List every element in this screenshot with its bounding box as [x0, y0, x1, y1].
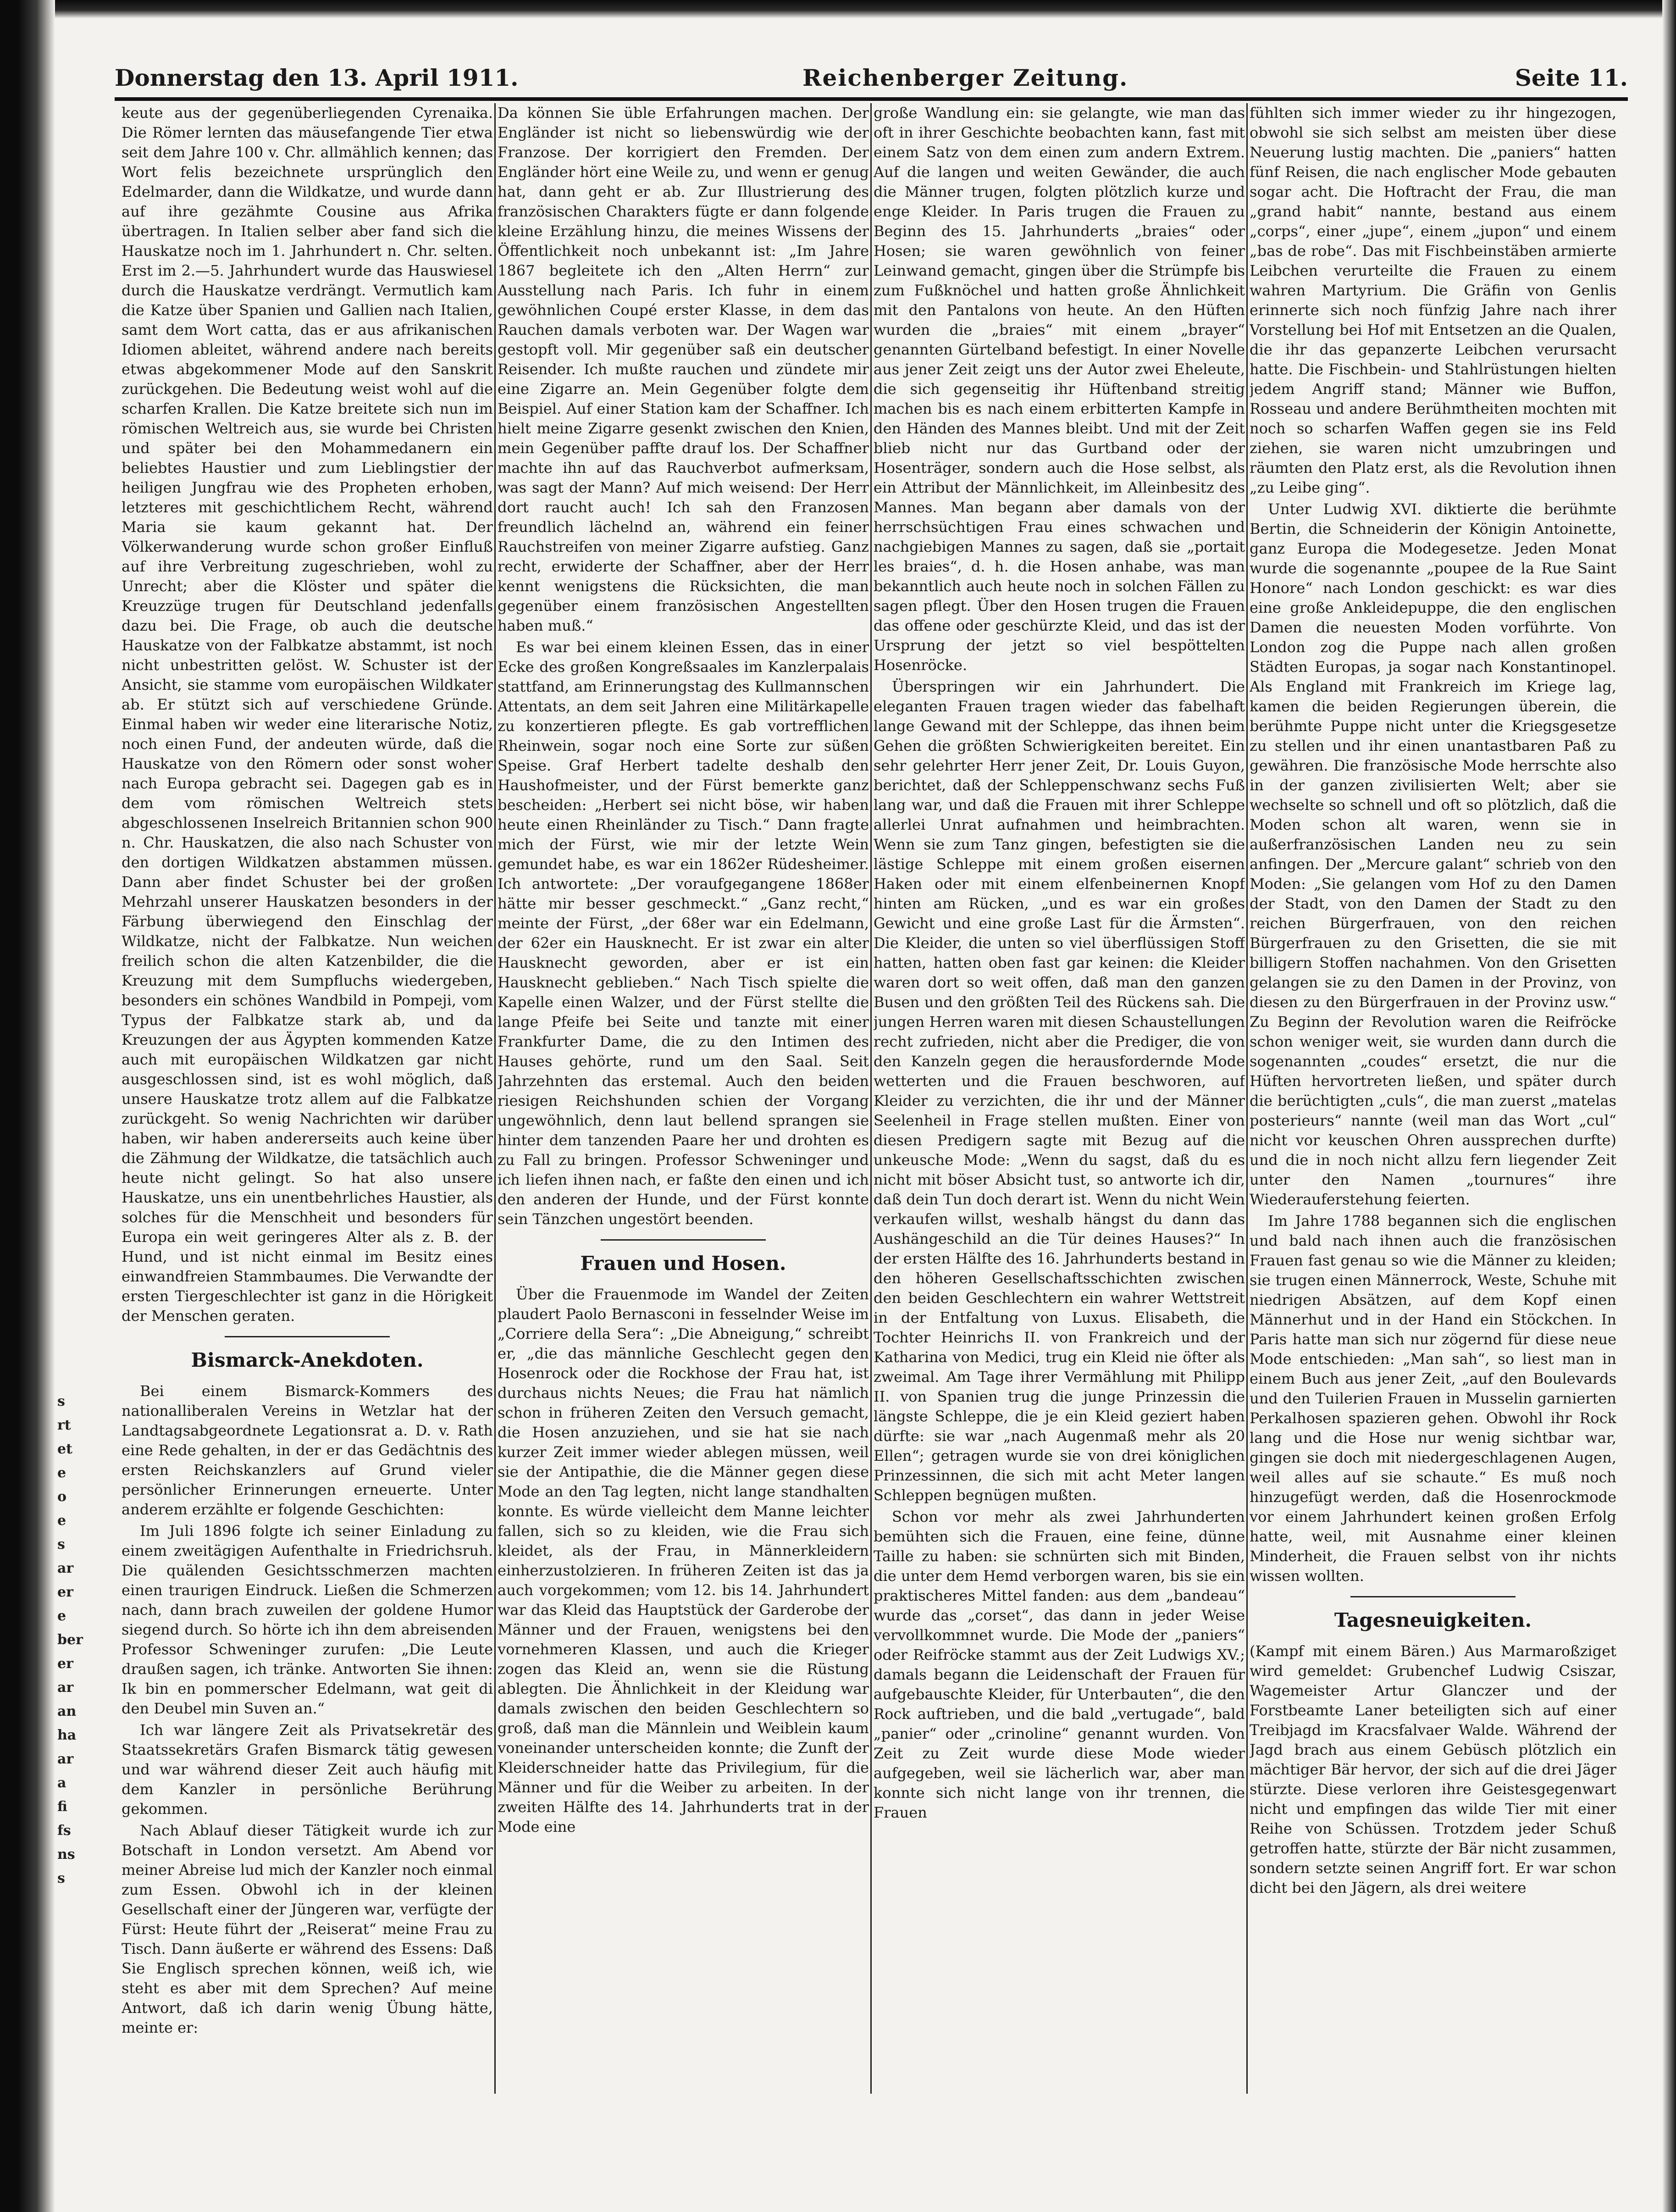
article-paragraph: Unter Ludwig XVI. diktierte die berühmte Bertin, die Schneiderin der Königin Antoinette, ganz Europa die Modegesetze. Jeden Monat wurde die sogenannte „poupee de la Rue Saint Honore“ nach London geschickt: es war dies eine große Ankleidepuppe, die den englischen Damen die neuesten Moden vorführte. Von London zog die Puppe nach allen großen Städten Europas, ja sogar nach Konstantinopel. Als England mit Frankreich im Kriege lag, kamen die beiden Regierungen überein, die berühmte Puppe nicht unter die Kriegsgesetze zu stellen und ihr einen unantastbaren Paß zu gewähren. Die französische Mode herrschte also in der ganzen zivilisierten Welt; aber sie wechselte so schnell und oft so plötzlich, daß die Moden schon alt waren, wenn sie in außerfranzösischen Landen neu zu sein anfingen. Der „Mercure galant“ schrieb von den Moden: „Sie gelangen vom Hof zu den Damen der Stadt, von den Damen der Stadt zu den reichen Bürgerfrauen, von den reichen Bürgerfrauen zu den Grisetten, die sie mit billigern Stoffen nachahmen. Von den Grisetten gelangen sie zu den Damen in der Provinz, von diesen zu den Bürgerfrauen in der Provinz usw.“ Zu Beginn der Revolution waren die Reifröcke schon weniger weit, sie wurden dann durch die sogenannten „coudes“ ersetzt, die nur die Hüften hervortreten ließen, und später durch die berüchtigten „culs“, die man zuerst „matelas posterieurs“ nannte (weil man das Wort „cul“ nicht vor keuschen Ohren aussprechen durfte) und die in noch nicht allzu fern liegender Zeit unter den Namen „tournures“ ihre Wiederauferstehung feierten. — [1250, 500, 1616, 1208]
margin-fragment: fi — [57, 1799, 67, 1815]
column-rule — [494, 103, 496, 2094]
margin-fragments — [57, 1390, 94, 2123]
header-rule — [115, 97, 1628, 101]
article-paragraph: Nach Ablauf dieser Tätigkeit wurde ich zur Botschaft in London versetzt. Am Abend vor meiner Abreise lud mich der Kanzler noch einmal zum Essen. Obwohl ich in der kleinen Gesellschaft einer der Jüngeren war, verfügte der Fürst: Heute führt der „Reiserat“ meine Frau zu Tisch. Dann äußerte er während des Essens: Daß Sie Englisch sprechen können, weiß ich, wie steht es aber mit dem Sprechen? Auf meine Antwort, daß ich darin wenig Übung hätte, meinte er: — [122, 1822, 493, 2036]
article-heading: Frauen und Hosen. — [580, 1252, 786, 1275]
header-title: Reichenberger Zeitung. — [802, 64, 1128, 91]
page-header — [115, 64, 1628, 96]
margin-fragment: s — [57, 1870, 65, 1886]
section-divider — [225, 1336, 390, 1337]
column-4 — [1250, 103, 1616, 2094]
margin-fragment: ha — [57, 1727, 77, 1743]
margin-fragment: er — [57, 1584, 73, 1600]
column-rule — [870, 103, 872, 2094]
article-paragraph: Es war bei einem kleinen Essen, das in einer Ecke des großen Kongreßsaales im Kanzlerpalais stattfand, am Erinnerungstag des Kullmannschen Attentats, an dem seit Jahren eine Militärkapelle zu konzertieren pflegte. Es gab vortrefflichen Rheinwein, sogar noch eine Sorte zur süßen Speise. Graf Herbert tadelte deshalb den Haushofmeister, und der Fürst bemerkte ganz bescheiden: „Herbert sei nicht böse, wir haben heute einen Rheinländer zu Tisch.“ Dann fragte mich der Fürst, wie mir der letzte Wein gemundet habe, es war ein 1862er Rüdesheimer. Ich antwortete: „Der voraufgegangene 1868er hätte mir besser geschmeckt.“ „Ganz recht,“ meinte der Fürst, „der 68er war ein Edelmann, der 62er ein Hausknecht. Er ist zwar ein alter Hausknecht geworden, aber er ist ein Hausknecht geblieben.“ Nach Tisch spielte die Kapelle einen Walzer, und der Fürst stellte die lange Pfeife bei Seite und tanzte mit einer Frankfurter Dame, die zu den Intimen des Hauses gehörte, rund um den Saal. Seit Jahrzehnten das erstemal. Auch den beiden riesigen Reichshunden schien der Vorgang ungewöhnlich, denn laut bellend sprangen sie hinter dem tanzenden Paare her und drohten es zu Fall zu bringen. Professor Schweninger und ich liefen ihnen nach, er faßte den einen und ich den anderen der Hunde, und der Fürst konnte sein Tänzchen ungestört beenden. — [498, 638, 869, 1228]
article-paragraph: Schon vor mehr als zwei Jahrhunderten bemühten sich die Frauen, eine feine, dünne Taille zu haben: sie schnürten sich mit Binden, die unter dem Hemd verborgen waren, bis sie ein praktischeres Mittel fanden: aus dem „bandeau“ wurde das „corset“, das dann in jeder Weise vervollkommnet wurde. Die Mode der „paniers“ oder Reifröcke stammt aus der Zeit Ludwigs XV.; damals begann die Leidenschaft der Frauen für aufgebauschte Kleider, für Unterbauten“, die den Rock auftrieben, und die bald „vertugade“, bald „panier“ oder „crinoline“ genannt wurden. Von Zeit zu Zeit wurde diese Mode wieder aufgegeben, weil sie lächerlich war, aber man konnte sich nicht lange von ihr trennen, die Frauen — [874, 1508, 1245, 1821]
column-3 — [874, 103, 1245, 2094]
margin-fragment: e — [57, 1465, 66, 1481]
margin-fragment: s — [57, 1536, 65, 1552]
article-heading: Bismarck-Anekdoten. — [191, 1349, 424, 1371]
margin-fragment: et — [57, 1441, 72, 1457]
margin-fragment: o — [57, 1489, 67, 1505]
margin-fragment: ar — [57, 1560, 74, 1576]
article-paragraph: Über die Frauenmode im Wandel der Zeiten plaudert Paolo Bernasconi in fesselnder Weise im „Corriere della Sera“: „Die Abneigung,“ schreibt er, „die das männliche Geschlecht gegen den Hosenrock oder die Rockhose der Frau hat, ist durchaus nichts Neues; die Frau hat nämlich schon in früheren Zeiten den Versuch gemacht, die Hosen anzuziehen, und sie hat sie nach kurzer Zeit immer wieder ablegen müssen, weil sie der Antipathie, die die Männer gegen diese Mode an den Tag legten, nicht lange standhalten konnte. Es würde vielleicht dem Manne leichter fallen, sich so zu kleiden, wie die Frau sich kleidet, als der Frau, in Männerkleidern einherzustolzieren. In früheren Zeiten ist das ja auch vorgekommen; vom 12. bis 14. Jahrhundert war das Kleid das Hauptstück der Garderobe der Männer und der Frauen, wenigstens bei den vornehmeren Klassen, und auch die Krieger zogen das Kleid an, wenn sie die Rüstung ablegten. Die Ähnlichkeit in der Kleidung war damals zwischen den beiden Geschlechtern so groß, daß man die Männlein und Weiblein kaum voneinander unterscheiden konnte; die Zunft der Kleiderschneider hatte das Privilegium, für die Männer und für die Weiber zu arbeiten. In der zweiten Hälfte des 14. Jahrhunderts trat in der Mode eine — [498, 1286, 869, 1835]
margin-fragment: rt — [57, 1417, 71, 1433]
article-paragraph: Überspringen wir ein Jahrhundert. Die eleganten Frauen tragen wieder das fabelhaft lange Gewand mit der Schleppe, das ihnen beim Gehen die größten Schwierigkeiten bereitet. Ein sehr gelehrter Herr jener Zeit, Dr. Louis Guyon, berichtet, daß der Schleppenschwanz sechs Fuß lang war, und daß die Frauen mit ihrer Schleppe allerlei Unrat aufnahmen und heimbrachten. Wenn sie zum Tanz gingen, befestigten sie die lästige Schleppe mit einem großen eisernen Haken oder mit einem elfenbeinernen Knopf hinten am Rücken, „und es war ein großes Gewicht und eine große Last für die Ärmsten“. Die Kleider, die unten so viel überflüssigen Stoff hatten, hatten oben fast gar keinen: die Kleider waren dort so weit offen, daß man den ganzen Busen und den größten Teil des Rückens sah. Die jungen Herren waren mit diesen Schaustellungen recht zufrieden, nicht aber die Prediger, die von den Kanzeln gegen die herausfordernde Mode wetterten und die Frauen beschworen, auf Kleider zu verzichten, die ihr und der Männer Seelenheil in Frage stellen mußten. Einer von diesen Predigern sagte mit Bezug auf die unkeusche Mode: „Wenn du sagst, daß du es nicht mit böser Absicht tust, so antworte ich dir, daß dein Tun doch derart ist. Wenn du nicht Wein verkaufen willst, weshalb hängst du dann das Aushängeschild an die Tür deines Hauses?“ In der ersten Hälfte des 16. Jahrhunderts bestand in den höheren Gesellschaftsschichten zwischen den beiden Geschlechtern ein wahrer Wettstreit in der Entfaltung von Luxus. Elisabeth, die Tochter Heinrichs II. von Frankreich und der Katharina von Medici, trug ein Kleid nie öfter als zweimal. Am Tage ihrer Vermählung mit Philipp II. von Spanien trug die junge Prinzessin die längste Schleppe, die je ein Kleid geziert haben dürfte: sie war „nach Augenmaß mehr als 20 Ellen“; getragen wurde sie von drei königlichen Prinzessinnen, die sich mit acht Meter langen Schleppen begnügen mußten. — [874, 678, 1245, 1504]
margin-fragment: fs — [57, 1823, 71, 1839]
margin-fragment: e — [57, 1513, 66, 1529]
section-divider — [601, 1239, 766, 1241]
column-2 — [498, 103, 869, 2094]
article-paragraph: fühlten sich immer wieder zu ihr hingezogen, obwohl sie sich selbst am meisten über diese Neuerung lustig machten. Die „paniers“ hatten fünf Reisen, die nach englischer Mode gebauten sogar acht. Die Hoftracht der Frau, die man „grand habit“ nannte, bestand aus einem „corps“, einer „jupe“, einem „jupon“ und einem „bas de robe“. Das mit Fischbeinstäben armierte Leibchen verurteilte die Frauen zu einem wahren Martyrium. Die Gräfin von Genlis erinnerte sich noch fünfzig Jahre nach ihrer Vorstellung bei Hof mit Entsetzen an die Qualen, die ihr das gepanzerte Leibchen verursacht hatte. Die Fischbein- und Stahlrüstungen hielten jedem Angriff stand; Männer wie Buffon, Rosseau und andere Berühmtheiten mochten mit noch so scharfen Waffen gegen sie ins Feld ziehen, sie waren nicht umzubringen und räumten den Platz erst, als die Revolution ihnen „zu Leibe ging“. — [1250, 104, 1616, 496]
column-rule — [1246, 103, 1248, 2094]
margin-fragment: s — [57, 1393, 65, 1409]
article-paragraph: keute aus der gegenüberliegenden Cyrenaika. Die Römer lernten das mäusefangende Tier etwa seit dem Jahre 100 v. Chr. allmählich kennen; das Wort felis bezeichnete ursprünglich den Edelmarder, dann die Wildkatze, und wurde dann auf ihre gezähmte Cousine aus Afrika übertragen. In Italien selber aber fand sich die Hauskatze noch im 1. Jahrhundert n. Chr. selten. Erst im 2.—5. Jahrhundert wurde das Hauswiesel durch die Hauskatze verdrängt. Vermutlich kam die Katze über Spanien und Gallien nach Italien, samt dem Wort catta, das er aus afrikanischen Idiomen ableitet, während andere nach bereits etwas abgekommener Mode auf den Sanskrit zurückgehen. Die Bedeutung weist wohl auf die scharfen Krallen. Die Katze breitete sich nun im römischen Weltreich aus, sie wurde bei Christen und später bei den Mohammedanern ein beliebtes Haustier und zum Lieblingstier der heiligen Jungfrau wie des Propheten erhoben, letzteres mit geschichtlichem Recht, während Maria sie kaum gekannt hat. Der Völkerwanderung wurde schon großer Einfluß auf ihre Verbreitung zugeschrieben, wohl zu Unrecht; aber die Klöster und später die Kreuzzüge trugen für Deutschland jedenfalls dazu bei. Die Frage, ob auch die deutsche Hauskatze von der Falbkatze abstammt, ist noch nicht unbestritten gelöst. W. Schuster ist der Ansicht, sie stamme vom europäischen Wildkater ab. Er stützt sich auf verschiedene Gründe. Einmal haben wir weder eine literarische Notiz, noch einen Fund, der andeuten würde, daß die Hauskatze von den Römern oder sonst woher nach Europa gebracht sei. Dagegen gab es in dem vom römischen Weltreich stets abgeschlossenen Inselreich Britannien schon 900 n. Chr. Hauskatzen, die also nach Schuster von den dortigen Wildkatzen abstammen müssen. Dann aber findet Schuster bei der großen Mehrzahl unserer Hauskatzen besonders in der Färbung überwiegend den Einschlag der Wildkatze, nicht der Falbkatze. Nun weichen freilich schon die alten Katzenbilder, die die Kreuzung mit dem Sumpfluchs wiedergeben, besonders ein schönes Wandbild in Pompeji, vom Typus der Falbkatze stark ab, und da Kreuzungen der aus Ägypten kommenden Katze auch mit europäischen Wildkatzen gar nicht ausgeschlossen sind, ist es wohl möglich, daß unsere Hauskatze trotz allem auf die Falbkatze zurückgeht. So wenig Nachrichten wir darüber haben, wir haben andererseits auch keine über die Zähmung der Wildkatze, die tatsächlich auch heute nicht gelingt. So hat also unsere Hauskatze, uns ein unentbehrliches Haustier, als solches für die Menschheit und besonders für Europa ein weit geringeres Alter als z. B. der Hund, und ist nicht einmal im Besitz eines einwandfreien Stammbaumes. Die Verwandte der ersten Tiergeschlechter ist ganz in die Hörigkeit der Menschen geraten. — [122, 104, 493, 1325]
article-paragraph: Da können Sie üble Erfahrungen machen. Der Engländer ist nicht so liebenswürdig wie der Franzose. Der korrigiert den Fremden. Der Engländer hört eine Weile zu, und wenn er genug hat, dann geht er ab. Zur Illustrierung des französischen Charakters fügte er dann folgende kleine Erzählung hinzu, die meines Wissens der Öffentlichkeit noch unbekannt ist: „Im Jahre 1867 begleitete ich den „Alten Herrn“ zur Ausstellung nach Paris. Ich fuhr in einem gewöhnlichen Coupé erster Klasse, in dem das Rauchen damals verboten war. Der Wagen war gestopft voll. Mir gegenüber saß ein deutscher Reisender. Ich mußte rauchen und zündete mir eine Zigarre an. Mein Gegenüber folgte dem Beispiel. Auf einer Station kam der Schaffner. Ich hielt meine Zigarre gesenkt zwischen den Knien, mein Gegenüber paffte drauf los. Der Schaffner machte ihn auf das Rauchverbot aufmerksam, was sagt der Mann? Auf mich weisend: Der Herr dort raucht auch! Ich sah den Franzosen freundlich lächelnd an, während ein feiner Rauchstreifen von meiner Zigarre aufstieg. Ganz recht, erwiderte der Schaffner, aber der Herr kennt wenigstens die Rücksichten, die man gegenüber einem französischen Angestellten haben muß.“ — [498, 104, 869, 634]
scan-edge-right — [1662, 0, 1676, 2212]
margin-fragment: ar — [57, 1680, 74, 1696]
scan-edge-top — [0, 0, 1676, 18]
article-paragraph: große Wandlung ein: sie gelangte, wie man das oft in ihrer Geschichte beobachten kann, fast mit einem Satz von dem einen zum andern Extrem. Auf die langen und weiten Gewänder, die auch die Männer trugen, folgten plötzlich kurze und enge Kleider. In Paris trugen die Frauen zu Beginn des 15. Jahrhunderts „braies“ oder Hosen; sie waren gewöhnlich von feiner Leinwand gemacht, gingen über die Strümpfe bis zum Fußknöchel und hatten große Ähnlichkeit mit den Pantalons von heute. An den Hüften wurden die „braies“ mit einem „brayer“ genannten Gürtelband befestigt. In einer Novelle aus jener Zeit zeigt uns der Autor zwei Eheleute, die sich gegenseitig ihr Hüftenband streitig machen bis es nach einem erbitterten Kampfe in den Händen des Mannes bleibt. Und mit der Zeit blieb nicht nur das Gurtband oder der Hosenträger, sondern auch die Hose selbst, als ein Attribut der Männlichkeit, im Alleinbesitz des Mannes. Man begann aber damals von der herrschsüchtigen Frau eines schwachen und nachgiebigen Mannes zu sagen, daß sie „portait les braies“, d. h. die Hosen anhabe, was man bekanntlich auch heute noch in solchen Fällen zu sagen pflegt. Über den Hosen trugen die Frauen das offene oder geschürzte Kleid, und das ist der Ursprung der jetzt so viel bespöttelten Hosenröcke. — [874, 104, 1245, 674]
article-paragraph: Im Juli 1896 folgte ich seiner Einladung zu einem zweitägigen Aufenthalte in Friedrichsruh. Die quälenden Gesichtsschmerzen machten einen traurigen Eindruck. Ließen die Schmerzen nach, dann brach zuweilen der goldene Humor siegend durch. So hörte ich ihn dem abreisenden Professor Schweninger zurufen: „Die Leute draußen sagen, ich tränke. Antworten Sie ihnen: Ik bin en pommerscher Edelmann, wat geit di den Deubel min Suven an.“ — [122, 1522, 493, 1717]
margin-fragment: ns — [57, 1846, 75, 1863]
column-1 — [122, 103, 493, 2094]
header-page-number: Seite 11. — [1515, 64, 1628, 91]
article-paragraph: (Kampf mit einem Bären.) Aus Marmaroßziget wird gemeldet: Grubenchef Ludwig Csiszar, Wagemeister Artur Glanczer und der Forstbeamte Laner beteiligten sich auf einer Treibjagd im Kracsfalvaer Walde. Während der Jagd brach aus einem Gebüsch plötzlich ein mächtiger Bär hervor, der sich auf die drei Jäger stürzte. Diese verloren ihre Geistesgegenwart nicht und empfingen das wilde Tier mit einer Reihe von Schüssen. Trotzdem jeder Schuß getroffen hatte, stürzte der Bär nicht zusammen, sondern setzte seinen Angriff fort. Er war schon dicht bei den Jägern, als drei weitere — [1250, 1642, 1616, 1896]
article-heading: Tagesneuigkeiten. — [1334, 1609, 1532, 1631]
margin-fragment: e — [57, 1608, 66, 1624]
article-paragraph: Ich war längere Zeit als Privatsekretär des Staatssekretärs Grafen Bismarck tätig gewesen und war während dieser Zeit auch häufig mit dem Kanzler in persönliche Berührung gekommen. — [122, 1721, 493, 1818]
margin-fragment: ar — [57, 1751, 74, 1767]
margin-fragment: er — [57, 1656, 73, 1672]
margin-fragment: an — [57, 1703, 77, 1719]
header-date: Donnerstag den 13. April 1911. — [115, 64, 519, 91]
scan-edge-left — [0, 0, 55, 2212]
margin-fragment: a — [57, 1775, 66, 1791]
article-paragraph: Im Jahre 1788 begannen sich die englischen und bald nach ihnen auch die französischen Frauen fast genau so wie die Männer zu kleiden; sie trugen einen Männerrock, Weste, Schuhe mit niedrigen Absätzen, auf dem Kopf einen Männerhut und in der Hand ein Stöckchen. In Paris hatte man sich nur zögernd für diese neue Mode entschieden: „Man sah“, so liest man in einem Buch aus jener Zeit, „auf den Boulevards und den Tuilerien Frauen in Musselin garnierten Perkalhosen spazieren gehen. Obwohl ihr Rock lang und die Hose nur wenig sichtbar war, gingen sie doch mit niedergeschlagenen Augen, weil alles auf sie schaute.“ Es muß noch hinzugefügt werden, daß die Hosenrockmode vor einem Jahrhundert keinen großen Erfolg hatte, weil, mit Ausnahme einer kleinen Minderheit, die Frauen selbst von ihr nichts wissen wollten. — [1250, 1212, 1616, 1585]
section-divider — [1350, 1596, 1516, 1597]
margin-fragment: ber — [57, 1632, 83, 1648]
article-paragraph: Bei einem Bismarck-Kommers des nationalliberalen Vereins in Wetzlar hat der Landtagsabgeordnete Legationsrat a. D. v. Rath eine Rede gehalten, in der er das Gedächtnis des ersten Reichskanzlers auf Grund vieler persönlicher Erinnerungen erneuerte. Unter anderem erzählte er folgende Geschichten: — [122, 1382, 493, 1518]
